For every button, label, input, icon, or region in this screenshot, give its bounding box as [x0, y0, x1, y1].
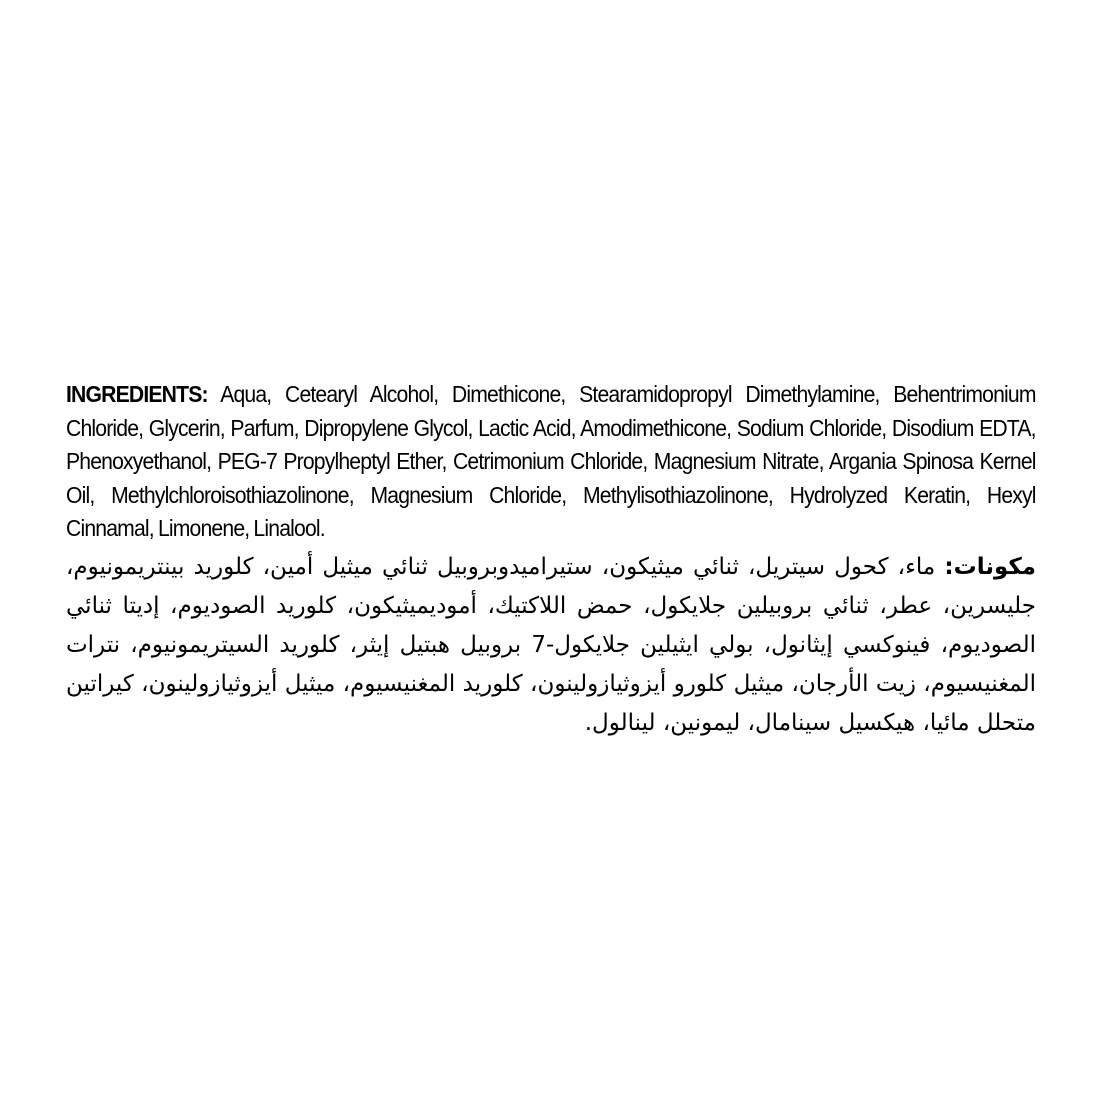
ingredients-label	[66, 378, 1036, 743]
english-ingredients-paragraph	[66, 378, 1036, 546]
arabic-ingredients-paragraph	[66, 548, 1036, 743]
arabic-ingredients-heading: مكونات:	[944, 553, 1037, 580]
english-ingredients-heading: INGREDIENTS:	[66, 381, 208, 407]
english-ingredients-text: Aqua, Cetearyl Alcohol, Dimethicone, Stearamidopropyl Dimethylamine, Behentrimonium Chloride, Glycerin, Parfum, Dipropylene Glycol, Lactic Acid, Amodimethicone, Sodium Chloride, Disodium EDTA, Phenoxyethanol, PEG-7 Propylheptyl Ether, Cetrimonium Chloride, Magnesium Nitrate, Argania Spinosa Kernel Oil, Methylchloroisothiazolinone, Magnesium Chloride, Methylisothiazolinone, Hydrolyzed Keratin, Hexyl Cinnamal, Limonene, Linalool.	[66, 381, 1036, 541]
arabic-ingredients-text: ماء، كحول سيتريل، ثنائي ميثيكون، ستيراميدوبروبيل ثنائي ميثيل أمين، كلوريد بينتريمونيوم، جليسرين، عطر، ثنائي بروبيلين جلايكول، حمض اللاكتيك، أموديميثيكون، كلوريد الصوديوم، إديتا ثنائي الصوديوم، فينوكسي إيثانول، بولي ايثيلين جلايكول-7 بروبيل هبتيل إيثر، كلوريد السيتريمونيوم، نترات المغنيسيوم، زيت الأرجان، ميثيل كلورو أيزوثيازولينون، كلوريد المغنيسيوم، ميثيل أيزوثيازولينون، كيراتين متحلل مائيا، هيكسيل سينامال، ليمونين، لينالول.	[66, 553, 1037, 736]
